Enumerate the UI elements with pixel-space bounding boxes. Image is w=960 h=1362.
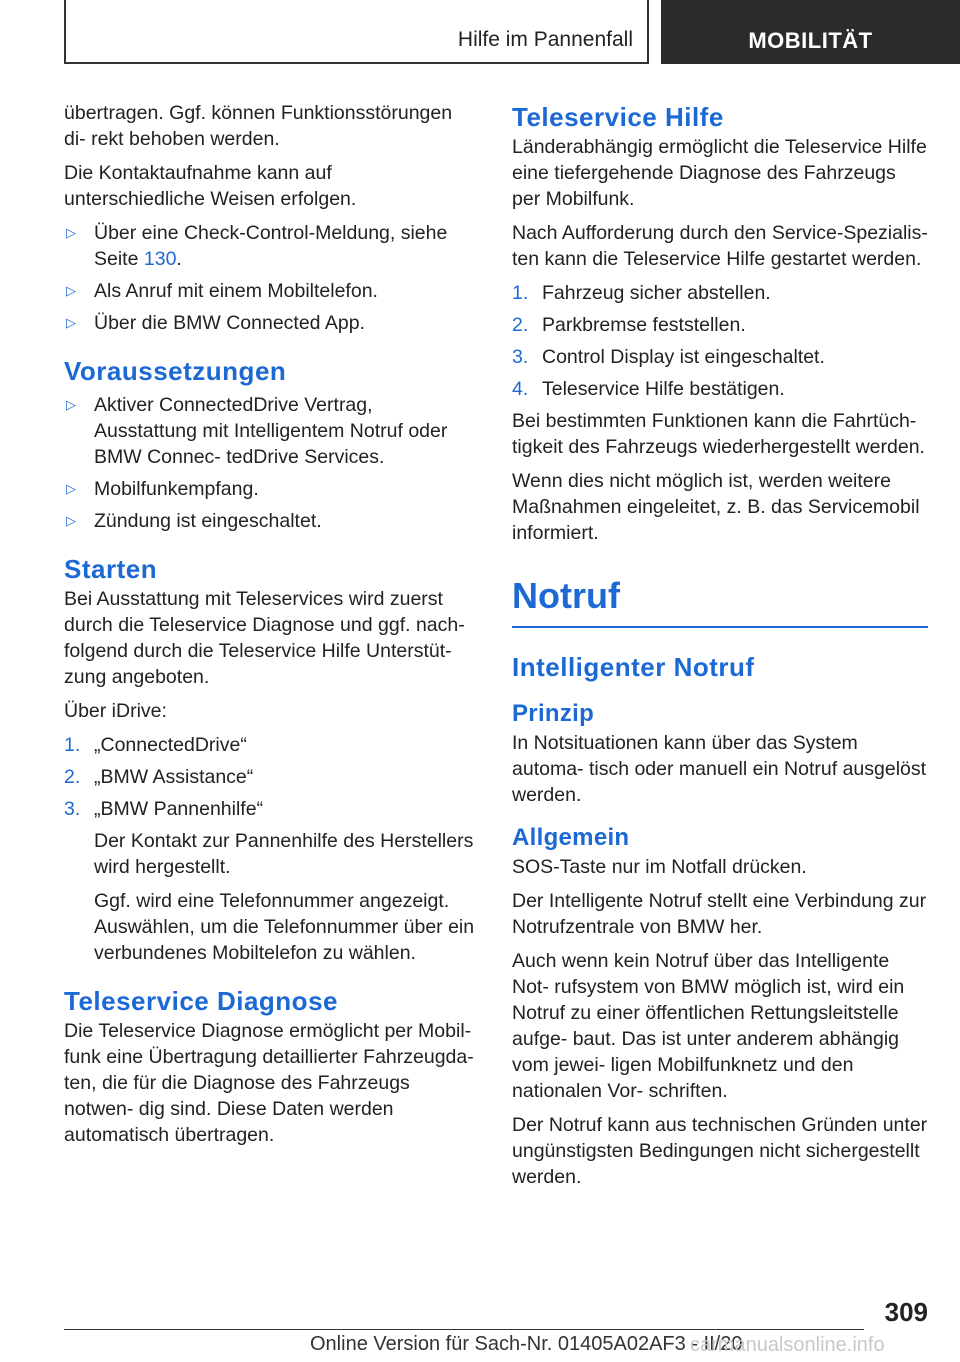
list-item <box>512 344 928 370</box>
step-number: 1. <box>64 734 81 756</box>
steps-list <box>64 732 476 822</box>
list-item-text: Control Display ist eingeschaltet. <box>542 346 825 368</box>
list-item <box>512 376 928 402</box>
step-number: 2. <box>64 766 81 788</box>
list-item <box>64 220 476 272</box>
step-number: 4. <box>512 378 529 400</box>
chapter-tab <box>64 0 649 64</box>
paragraph: In Notsituationen kann über das System automa‐ tisch oder manuell ein Notruf ausgelöst werden. <box>512 732 927 806</box>
paragraph: Nach Aufforderung durch den Service-Spezialis‐ ten kann die Teleservice Hilfe gestartet werden. <box>512 222 928 270</box>
right-column <box>512 100 928 1198</box>
step-number: 3. <box>512 346 529 368</box>
page-link[interactable]: 130 <box>143 248 177 270</box>
requirements-list <box>64 392 476 534</box>
chapter-title: Hilfe im Pannenfall <box>457 28 633 51</box>
paragraph: Die Teleservice Diagnose ermöglicht per Mobil‐ funk eine Übertragung detaillierter Fahrzeugda‐ ten, die für die Diagnose des Fahrzeugs notwen‐ dig sind. Diese Daten werden automatisch übertragen. <box>64 1020 474 1146</box>
contact-list <box>64 220 476 336</box>
step-note: Der Kontakt zur Pannenhilfe des Herstellers wird hergestellt. <box>94 830 474 878</box>
list-item <box>64 796 476 822</box>
list-item-text: Zündung ist eingeschaltet. <box>94 510 322 532</box>
triangle-bullet-icon: ▷ <box>66 481 76 496</box>
list-item-text: Mobilfunkempfang. <box>94 478 259 500</box>
triangle-bullet-icon: ▷ <box>66 315 76 330</box>
list-item-text: „BMW Assistance“ <box>94 766 254 788</box>
paragraph: Die Kontaktaufnahme kann auf unterschiedliche Weisen erfolgen. <box>64 162 357 210</box>
online-version-text: Online Version für Sach-Nr. 01405A02AF3 - II/20 <box>310 1333 743 1355</box>
list-item <box>64 310 476 336</box>
section-tab <box>661 0 960 64</box>
footer-divider <box>64 1329 864 1330</box>
triangle-bullet-icon: ▷ <box>66 397 76 412</box>
heading-allgemein: Allgemein <box>512 824 630 851</box>
paragraph: Der Notruf kann aus technischen Gründen unter ungünstigsten Bedingungen nicht sichergestellt werden. <box>512 1114 928 1188</box>
list-item-text: Parkbremse feststellen. <box>542 314 746 336</box>
paragraph: Der Intelligente Notruf stellt eine Verbindung zur Notrufzentrale von BMW her. <box>512 890 927 938</box>
list-item <box>512 280 928 306</box>
section-divider <box>512 626 928 628</box>
list-item-text: Als Anruf mit einem Mobiltelefon. <box>94 280 378 302</box>
step-number: 1. <box>512 282 529 304</box>
triangle-bullet-icon: ▷ <box>66 225 76 240</box>
list-item-text: Teleservice Hilfe bestätigen. <box>542 378 785 400</box>
list-item <box>512 312 928 338</box>
heading-prinzip: Prinzip <box>512 700 595 727</box>
section-title: MOBILITÄT <box>748 28 873 53</box>
list-item <box>64 764 476 790</box>
heading-notruf: Notruf <box>512 575 620 616</box>
heading-starten: Starten <box>64 554 158 584</box>
paragraph: Auch wenn kein Notruf über das Intelligente Not‐ rufsystem von BMW möglich ist, wird ein Notruf zu einer öffentlichen Rettungsleitstelle aufge‐ baut. Das ist unter anderem abhängig vom jewei‐ ligen Mobilfunknetz und den nationalen Vor‐ schriften. <box>512 950 905 1102</box>
list-item <box>64 278 476 304</box>
left-column <box>64 100 476 1156</box>
list-item-text: Über eine Check-Control-Meldung, siehe Seite <box>94 222 448 270</box>
list-item <box>64 508 476 534</box>
step-number: 2. <box>512 314 529 336</box>
list-item-suffix: . <box>176 248 182 270</box>
list-item-text: Fahrzeug sicher abstellen. <box>542 282 771 304</box>
paragraph: Wenn dies nicht möglich ist, werden weitere Maßnahmen eingeleitet, z. B. das Servicemobil informiert. <box>512 470 920 544</box>
list-item <box>64 732 476 758</box>
heading-intelligenter-notruf: Intelligenter Notruf <box>512 652 755 682</box>
step-number: 3. <box>64 798 81 820</box>
list-item-text: Über die BMW Connected App. <box>94 312 365 334</box>
heading-teleservice-diagnose: Teleservice Diagnose <box>64 986 338 1016</box>
list-item-text: „ConnectedDrive“ <box>94 734 247 756</box>
list-item-text: Aktiver ConnectedDrive Vertrag, Ausstattung mit Intelligentem Notruf oder BMW Connec‐ tedDrive Services. <box>94 394 448 468</box>
heading-voraussetzungen: Voraussetzungen <box>64 356 287 386</box>
paragraph: Länderabhängig ermöglicht die Teleservice Hilfe eine tiefergehende Diagnose des Fahrzeugs per Mobilfunk. <box>512 136 927 210</box>
paragraph: SOS-Taste nur im Notfall drücken. <box>512 856 807 878</box>
paragraph: Bei Ausstattung mit Teleservices wird zuerst durch die Teleservice Diagnose und ggf. nach‐ folgend durch die Teleservice Hilfe Unterstüt‐ zung angeboten. <box>64 588 465 688</box>
step-note: Ggf. wird eine Telefonnummer angezeigt. Auswählen, um die Telefonnummer über ein verbundenes Mobiltelefon zu wählen. <box>94 890 475 964</box>
triangle-bullet-icon: ▷ <box>66 283 76 298</box>
heading-teleservice-hilfe: Teleservice Hilfe <box>512 102 724 132</box>
paragraph: übertragen. Ggf. können Funktionsstörungen di‐ rekt behoben werden. <box>64 102 453 150</box>
triangle-bullet-icon: ▷ <box>66 513 76 528</box>
page-number: 309 <box>884 1297 928 1327</box>
list-item <box>64 476 476 502</box>
list-item <box>64 392 476 470</box>
paragraph: Bei bestimmten Funktionen kann die Fahrtüch‐ tigkeit des Fahrzeugs wiederhergestellt werden. <box>512 410 925 458</box>
watermark-text: carmanualsonline.info <box>690 1334 885 1356</box>
paragraph: Über iDrive: <box>64 700 167 722</box>
list-item-text: „BMW Pannenhilfe“ <box>94 798 264 820</box>
hilfe-steps-list <box>512 280 928 402</box>
